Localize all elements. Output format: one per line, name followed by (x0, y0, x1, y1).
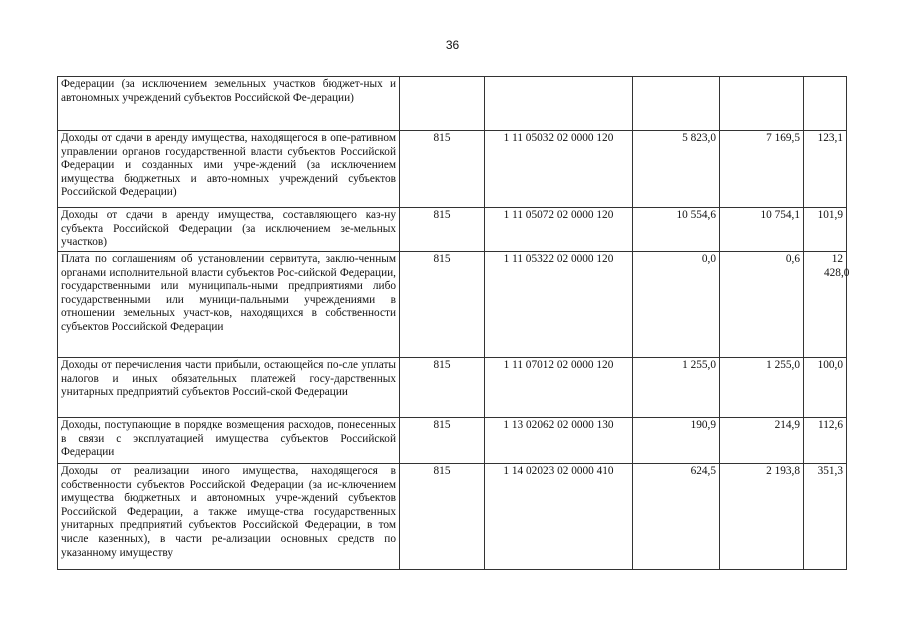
actual-amount-cell (720, 77, 804, 131)
revenue-name-cell: Федерации (за исключением земельных участков бюджет-ных и автономных учреждений субъектов Российской Фе-дерации) (58, 77, 400, 131)
revenue-name-cell: Доходы от перечисления части прибыли, остающейся по-сле уплаты налогов и иных обязательных платежей госу-дарственных унитарных предприятий субъектов Россий-ской Федерации (58, 358, 400, 418)
admin-code-cell: 815 (400, 252, 485, 358)
percent-cell: 351,3 (804, 464, 847, 570)
budget-code-cell (485, 77, 633, 131)
page-number: 36 (445, 38, 460, 52)
actual-amount-cell: 10 754,1 (720, 208, 804, 252)
table-row (58, 131, 847, 208)
plan-amount-cell: 0,0 (633, 252, 720, 358)
plan-amount-cell: 624,5 (633, 464, 720, 570)
revenue-name-cell: Доходы от сдачи в аренду имущества, находящегося в опе-ративном управлении органов государственной власти субъектов Российской Федерации и созданных ими учре-ждений (за исключением имущества бюджетных и авто-номных учреждений субъектов Российской Федерации) (58, 131, 400, 208)
plan-amount-cell: 10 554,6 (633, 208, 720, 252)
table-row (58, 358, 847, 418)
percent-cell: 123,1 (804, 131, 847, 208)
actual-amount-cell: 7 169,5 (720, 131, 804, 208)
revenue-table (57, 76, 850, 570)
admin-code-cell: 815 (400, 464, 485, 570)
table-row (58, 252, 847, 358)
admin-code-cell (400, 77, 485, 131)
plan-amount-cell: 190,9 (633, 418, 720, 464)
table-row (58, 418, 847, 464)
plan-amount-cell (633, 77, 720, 131)
budget-code-cell: 1 11 05322 02 0000 120 (485, 252, 633, 358)
budget-code-cell: 1 11 07012 02 0000 120 (485, 358, 633, 418)
revenue-name-cell: Доходы от реализации иного имущества, находящегося в собственности субъектов Российской Федерации (за ис-ключением имущества бюджетных и автономных учре-ждений субъектов Российской Федерации, а также имуще-ства государственных унитарных предприятий субъектов Российской Федерации, в том числе казенных), в части ре-ализации основных средств по указанному имуществу (58, 464, 400, 570)
actual-amount-cell: 0,6 (720, 252, 804, 358)
table-row (58, 464, 847, 570)
admin-code-cell: 815 (400, 358, 485, 418)
actual-amount-cell: 214,9 (720, 418, 804, 464)
admin-code-cell: 815 (400, 131, 485, 208)
table-row (58, 77, 847, 131)
revenue-name-cell: Доходы, поступающие в порядке возмещения расходов, понесенных в связи с эксплуатацией имущества субъектов Российской Федерации (58, 418, 400, 464)
table-row (58, 208, 847, 252)
percent-cell (804, 77, 847, 131)
actual-amount-cell: 1 255,0 (720, 358, 804, 418)
revenue-name-cell: Доходы от сдачи в аренду имущества, составляющего каз-ну субъекта Российской Федерации (за исключением зе-мельных участков) (58, 208, 400, 252)
percent-cell: 112,6 (804, 418, 847, 464)
budget-code-cell: 1 11 05032 02 0000 120 (485, 131, 633, 208)
budget-code-cell: 1 14 02023 02 0000 410 (485, 464, 633, 570)
plan-amount-cell: 1 255,0 (633, 358, 720, 418)
admin-code-cell: 815 (400, 208, 485, 252)
actual-amount-cell: 2 193,8 (720, 464, 804, 570)
percent-cell: 101,9 (804, 208, 847, 252)
percent-cell: 12 428,0 (804, 252, 847, 358)
budget-code-cell: 1 13 02062 02 0000 130 (485, 418, 633, 464)
budget-code-cell: 1 11 05072 02 0000 120 (485, 208, 633, 252)
revenue-name-cell: Плата по соглашениям об установлении сервитута, заклю-ченным органами исполнительной власти субъектов Рос-сийской Федерации, государственными или муниципаль-ными предприятиями либо государственными или муници-пальными учреждениями в отношении земельных участ-ков, находящихся в собственности субъектов Российской Федерации (58, 252, 400, 358)
percent-cell: 100,0 (804, 358, 847, 418)
admin-code-cell: 815 (400, 418, 485, 464)
plan-amount-cell: 5 823,0 (633, 131, 720, 208)
